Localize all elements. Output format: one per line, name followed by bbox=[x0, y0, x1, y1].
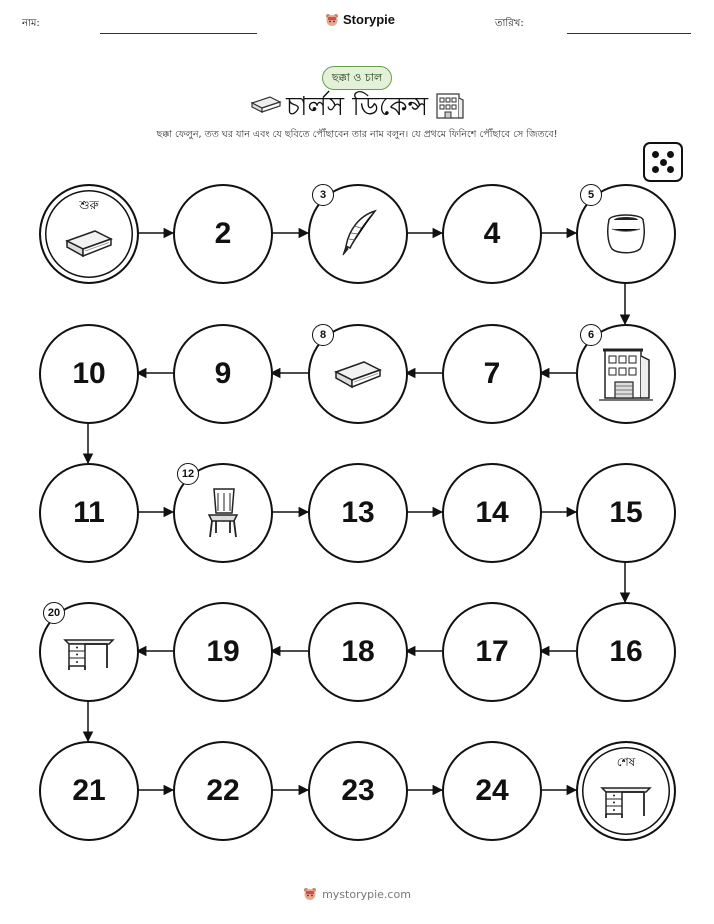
footer-url[interactable]: mystorypie.com bbox=[322, 887, 411, 901]
cell-number-badge: 6 bbox=[580, 324, 602, 346]
board-cell[interactable] bbox=[39, 463, 139, 563]
cell-number: 10 bbox=[72, 357, 106, 390]
cell-number-badge: 20 bbox=[43, 602, 65, 624]
desk-icon bbox=[63, 632, 115, 672]
cell-number: 15 bbox=[609, 496, 643, 529]
building-icon bbox=[597, 344, 655, 404]
finish-cell[interactable] bbox=[576, 741, 676, 841]
cell-number: 2 bbox=[214, 217, 232, 250]
board-cell[interactable] bbox=[308, 324, 408, 424]
board-cell[interactable] bbox=[308, 602, 408, 702]
board-cell[interactable] bbox=[442, 602, 542, 702]
board-cell[interactable] bbox=[308, 184, 408, 284]
board-cell[interactable] bbox=[308, 741, 408, 841]
chair-icon bbox=[204, 485, 242, 541]
cell-label: শুরু bbox=[79, 198, 99, 212]
board-cell[interactable] bbox=[39, 741, 139, 841]
board-cell[interactable] bbox=[173, 463, 273, 563]
board-cell[interactable] bbox=[442, 184, 542, 284]
board-cell[interactable] bbox=[576, 463, 676, 563]
board-cell[interactable] bbox=[173, 741, 273, 841]
cell-number: 14 bbox=[475, 496, 509, 529]
board-cell[interactable] bbox=[576, 324, 676, 424]
name-label: নাম: bbox=[22, 18, 40, 29]
cell-number: 7 bbox=[483, 357, 501, 390]
storypie-bear-icon bbox=[303, 887, 317, 901]
cell-number: 11 bbox=[73, 496, 105, 529]
cell-number: 18 bbox=[341, 635, 375, 668]
date-label: তারিখ: bbox=[495, 18, 524, 29]
board-cell[interactable] bbox=[442, 324, 542, 424]
board-cell[interactable] bbox=[39, 324, 139, 424]
board-cell[interactable] bbox=[173, 184, 273, 284]
cell-number: 4 bbox=[483, 217, 501, 250]
board-cell[interactable] bbox=[442, 463, 542, 563]
instructions: ছক্কা ফেলুন, তত ঘর যান এবং যে ছবিতে পৌঁছাবেন তার নাম বলুন। যে প্রথমে ফিনিশে পৌঁছাবে সে জিতবে! bbox=[156, 129, 558, 140]
cell-number: 13 bbox=[341, 496, 375, 529]
board-cell[interactable] bbox=[308, 463, 408, 563]
cell-number: 16 bbox=[609, 635, 643, 668]
cell-number: 19 bbox=[206, 635, 240, 668]
cell-number: 17 bbox=[475, 635, 509, 668]
board-cell[interactable] bbox=[39, 602, 139, 702]
cell-label: শেষ bbox=[616, 755, 636, 769]
cell-number: 24 bbox=[475, 774, 509, 807]
board-cell[interactable] bbox=[173, 602, 273, 702]
game-type-badge: ছক্কা ও চাল bbox=[322, 66, 392, 90]
footer bbox=[0, 887, 714, 901]
board-cell[interactable] bbox=[576, 602, 676, 702]
cell-number-badge: 3 bbox=[312, 184, 334, 206]
cell-number-badge: 5 bbox=[580, 184, 602, 206]
quill-pen-icon bbox=[335, 208, 381, 260]
book-icon bbox=[332, 358, 384, 390]
cell-number: 22 bbox=[206, 774, 240, 807]
board-cell[interactable] bbox=[576, 184, 676, 284]
start-cell[interactable] bbox=[39, 184, 139, 284]
board-cell[interactable] bbox=[442, 741, 542, 841]
board-cell[interactable] bbox=[173, 324, 273, 424]
desk-icon bbox=[600, 780, 652, 820]
cell-number: 21 bbox=[72, 774, 106, 807]
cell-number: 23 bbox=[341, 774, 375, 807]
page-title: চার্লস ডিকেন্স bbox=[285, 92, 429, 122]
book-icon bbox=[63, 227, 115, 259]
cell-number-badge: 8 bbox=[312, 324, 334, 346]
cell-number: 9 bbox=[214, 357, 232, 390]
brand-name: Storypie bbox=[343, 12, 396, 27]
ink-pot-icon bbox=[602, 212, 650, 256]
cell-number-badge: 12 bbox=[177, 463, 199, 485]
